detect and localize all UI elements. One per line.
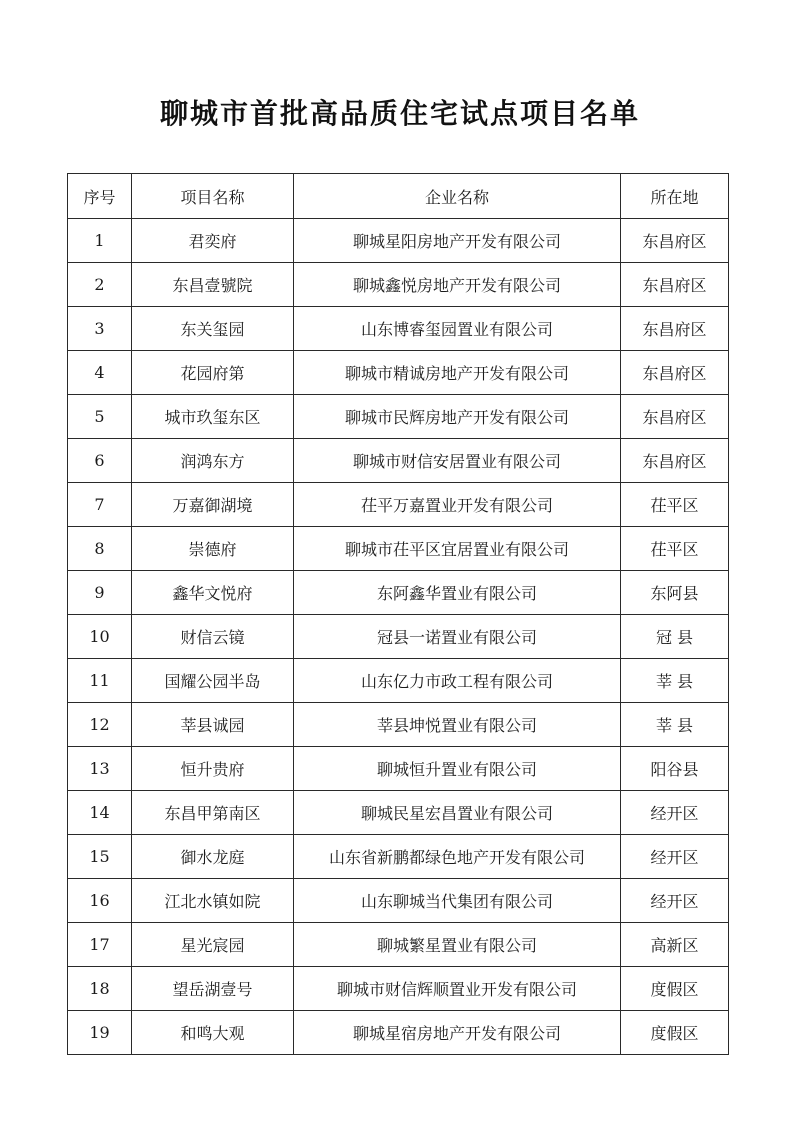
cell-company-name: 聊城市精诚房地产开发有限公司 (294, 351, 621, 395)
cell-company-name: 冠县一诺置业有限公司 (294, 615, 621, 659)
table-row (68, 439, 729, 483)
table-row (68, 483, 729, 527)
header-company-name: 企业名称 (294, 174, 621, 219)
cell-project-name: 君奕府 (132, 219, 294, 263)
cell-location: 度假区 (621, 1011, 729, 1055)
table-row (68, 395, 729, 439)
table-row (68, 791, 729, 835)
table-row (68, 967, 729, 1011)
cell-location: 经开区 (621, 835, 729, 879)
cell-location: 度假区 (621, 967, 729, 1011)
cell-company-name: 聊城市财信辉顺置业开发有限公司 (294, 967, 621, 1011)
cell-seq: 19 (68, 1011, 132, 1055)
cell-company-name: 聊城市茌平区宜居置业有限公司 (294, 527, 621, 571)
cell-location: 莘 县 (621, 659, 729, 703)
cell-location: 东昌府区 (621, 219, 729, 263)
cell-location: 经开区 (621, 879, 729, 923)
cell-seq: 11 (68, 659, 132, 703)
table-row (68, 835, 729, 879)
table-row (68, 351, 729, 395)
cell-company-name: 山东亿力市政工程有限公司 (294, 659, 621, 703)
cell-seq: 18 (68, 967, 132, 1011)
page-title: 聊城市首批高品质住宅试点项目名单 (159, 97, 640, 130)
cell-seq: 12 (68, 703, 132, 747)
header-seq: 序号 (68, 174, 132, 219)
cell-company-name: 聊城鑫悦房地产开发有限公司 (294, 263, 621, 307)
cell-company-name: 聊城市财信安居置业有限公司 (294, 439, 621, 483)
table-body (68, 219, 729, 1055)
cell-project-name: 万嘉御湖境 (132, 483, 294, 527)
cell-seq: 6 (68, 439, 132, 483)
cell-project-name: 东昌壹號院 (132, 263, 294, 307)
header-location: 所在地 (621, 174, 729, 219)
cell-project-name: 东昌甲第南区 (132, 791, 294, 835)
cell-project-name: 东关玺园 (132, 307, 294, 351)
cell-company-name: 聊城恒升置业有限公司 (294, 747, 621, 791)
cell-location: 高新区 (621, 923, 729, 967)
cell-project-name: 国耀公园半岛 (132, 659, 294, 703)
cell-location: 东昌府区 (621, 351, 729, 395)
header-project-name: 项目名称 (132, 174, 294, 219)
cell-seq: 16 (68, 879, 132, 923)
table-header-row (68, 174, 729, 219)
cell-project-name: 和鸣大观 (132, 1011, 294, 1055)
cell-seq: 10 (68, 615, 132, 659)
table-row (68, 263, 729, 307)
cell-location: 东昌府区 (621, 395, 729, 439)
cell-project-name: 鑫华文悦府 (132, 571, 294, 615)
cell-company-name: 山东聊城当代集团有限公司 (294, 879, 621, 923)
cell-seq: 15 (68, 835, 132, 879)
cell-project-name: 御水龙庭 (132, 835, 294, 879)
table-row (68, 527, 729, 571)
cell-company-name: 东阿鑫华置业有限公司 (294, 571, 621, 615)
cell-company-name: 聊城星宿房地产开发有限公司 (294, 1011, 621, 1055)
cell-company-name: 山东省新鹏都绿色地产开发有限公司 (294, 835, 621, 879)
cell-location: 经开区 (621, 791, 729, 835)
project-list-table (67, 173, 729, 1055)
cell-project-name: 望岳湖壹号 (132, 967, 294, 1011)
cell-location: 莘 县 (621, 703, 729, 747)
cell-seq: 1 (68, 219, 132, 263)
cell-company-name: 聊城繁星置业有限公司 (294, 923, 621, 967)
table-row (68, 923, 729, 967)
cell-company-name: 聊城星阳房地产开发有限公司 (294, 219, 621, 263)
cell-location: 东昌府区 (621, 263, 729, 307)
cell-company-name: 聊城市民辉房地产开发有限公司 (294, 395, 621, 439)
cell-seq: 14 (68, 791, 132, 835)
cell-company-name: 山东博睿玺园置业有限公司 (294, 307, 621, 351)
cell-project-name: 城市玖玺东区 (132, 395, 294, 439)
table-row (68, 571, 729, 615)
cell-seq: 2 (68, 263, 132, 307)
cell-seq: 13 (68, 747, 132, 791)
cell-location: 茌平区 (621, 527, 729, 571)
cell-project-name: 润鸿东方 (132, 439, 294, 483)
table-row (68, 307, 729, 351)
cell-location: 冠 县 (621, 615, 729, 659)
table-row (68, 659, 729, 703)
cell-project-name: 星光宸园 (132, 923, 294, 967)
cell-location: 茌平区 (621, 483, 729, 527)
table-row (68, 1011, 729, 1055)
table-row (68, 879, 729, 923)
cell-seq: 4 (68, 351, 132, 395)
cell-company-name: 茌平万嘉置业开发有限公司 (294, 483, 621, 527)
cell-seq: 8 (68, 527, 132, 571)
cell-project-name: 崇德府 (132, 527, 294, 571)
cell-seq: 3 (68, 307, 132, 351)
cell-company-name: 莘县坤悦置业有限公司 (294, 703, 621, 747)
cell-project-name: 江北水镇如院 (132, 879, 294, 923)
cell-location: 东阿县 (621, 571, 729, 615)
table-row (68, 747, 729, 791)
cell-project-name: 恒升贵府 (132, 747, 294, 791)
cell-seq: 5 (68, 395, 132, 439)
cell-seq: 7 (68, 483, 132, 527)
table-row (68, 219, 729, 263)
cell-project-name: 财信云镜 (132, 615, 294, 659)
cell-project-name: 花园府第 (132, 351, 294, 395)
cell-location: 东昌府区 (621, 307, 729, 351)
cell-company-name: 聊城民星宏昌置业有限公司 (294, 791, 621, 835)
table-row (68, 615, 729, 659)
cell-location: 东昌府区 (621, 439, 729, 483)
table-row (68, 703, 729, 747)
cell-seq: 17 (68, 923, 132, 967)
cell-location: 阳谷县 (621, 747, 729, 791)
cell-seq: 9 (68, 571, 132, 615)
cell-project-name: 莘县诚园 (132, 703, 294, 747)
